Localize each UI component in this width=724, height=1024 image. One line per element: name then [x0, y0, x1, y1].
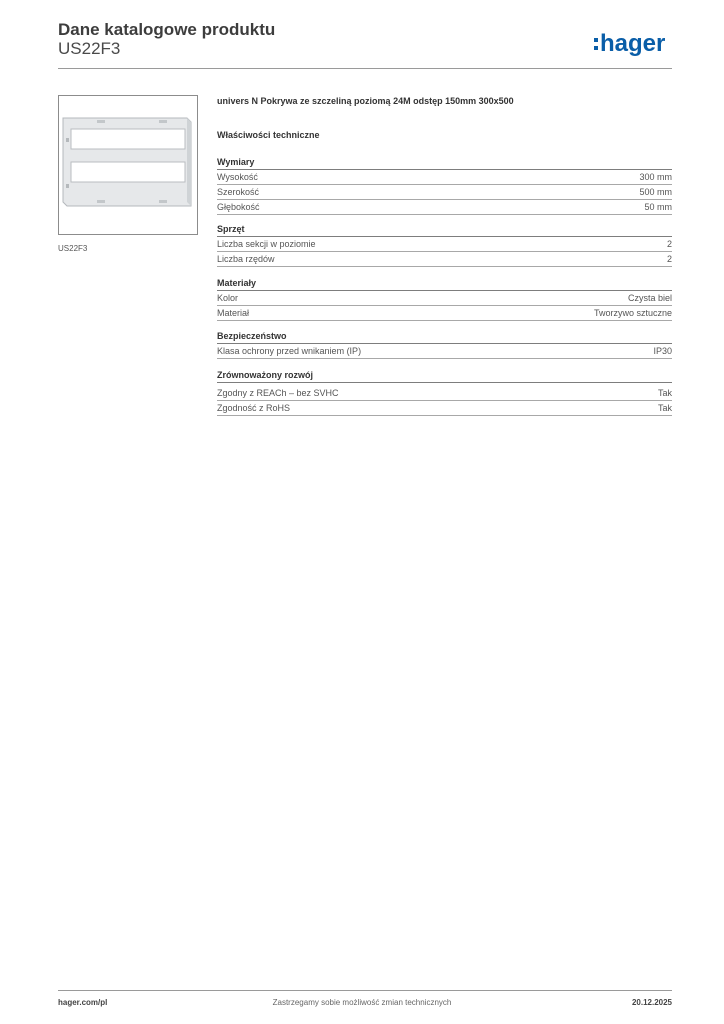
- product-image: [58, 95, 198, 235]
- row-label: Liczba sekcji w poziomie: [217, 239, 316, 249]
- section-equipment: [217, 222, 672, 267]
- footer-website-link[interactable]: hager.com/pl: [58, 998, 108, 1007]
- row-value: IP30: [653, 346, 672, 356]
- table-row: [217, 252, 672, 267]
- row-label: Głębokość: [217, 202, 260, 212]
- row-value: 2: [666, 254, 672, 264]
- product-code: US22F3: [58, 39, 121, 58]
- section-heading: Zrównoważony rozwój: [217, 368, 672, 383]
- hager-logo: [592, 26, 676, 60]
- svg-text:hager: hager: [600, 30, 666, 57]
- header-divider: [58, 68, 672, 69]
- image-caption: US22F3: [58, 244, 88, 253]
- product-title: univers N Pokrywa ze szczeliną poziomą 24M odstęp 150mm 300x500: [217, 96, 514, 106]
- row-label: Zgodny z REACh – bez SVHC: [217, 388, 339, 398]
- row-value: Tak: [657, 388, 672, 398]
- table-row: [217, 237, 672, 252]
- section-heading: Bezpieczeństwo: [217, 329, 672, 344]
- table-row: [217, 344, 672, 359]
- section-materials: [217, 276, 672, 321]
- row-label: Materiał: [217, 308, 250, 318]
- row-value: Czysta biel: [627, 293, 672, 303]
- section-sustainability: [217, 368, 672, 416]
- row-label: Szerokość: [217, 187, 260, 197]
- row-label: Klasa ochrony przed wnikaniem (IP): [217, 346, 362, 356]
- row-value: 500 mm: [639, 187, 672, 197]
- table-row: [217, 291, 672, 306]
- footer-notice: Zastrzegamy sobie możliwość zmian technicznych: [272, 998, 452, 1007]
- section-dimensions: [217, 155, 672, 215]
- table-row: [217, 401, 672, 416]
- row-value: Tak: [657, 403, 672, 413]
- table-row: [217, 306, 672, 321]
- row-label: Kolor: [217, 293, 239, 303]
- row-label: Wysokość: [217, 172, 258, 182]
- technical-properties-heading: Właściwości techniczne: [217, 130, 320, 140]
- table-row: [217, 386, 672, 401]
- row-value: Tworzywo sztuczne: [593, 308, 672, 318]
- section-heading: Wymiary: [217, 155, 672, 170]
- row-value: 300 mm: [639, 172, 672, 182]
- table-row: [217, 185, 672, 200]
- page-title: Dane katalogowe produktu: [58, 20, 276, 39]
- row-label: Liczba rzędów: [217, 254, 275, 264]
- row-value: 50 mm: [644, 202, 672, 212]
- section-heading: Materiały: [217, 276, 672, 291]
- footer-divider: [58, 990, 672, 991]
- row-value: 2: [666, 239, 672, 249]
- section-heading: Sprzęt: [217, 222, 672, 237]
- cover-plate-illustration: [59, 96, 197, 234]
- row-label: Zgodność z RoHS: [217, 403, 291, 413]
- section-safety: [217, 329, 672, 359]
- table-row: [217, 200, 672, 215]
- table-row: [217, 170, 672, 185]
- footer-date: 20.12.2025: [631, 998, 672, 1007]
